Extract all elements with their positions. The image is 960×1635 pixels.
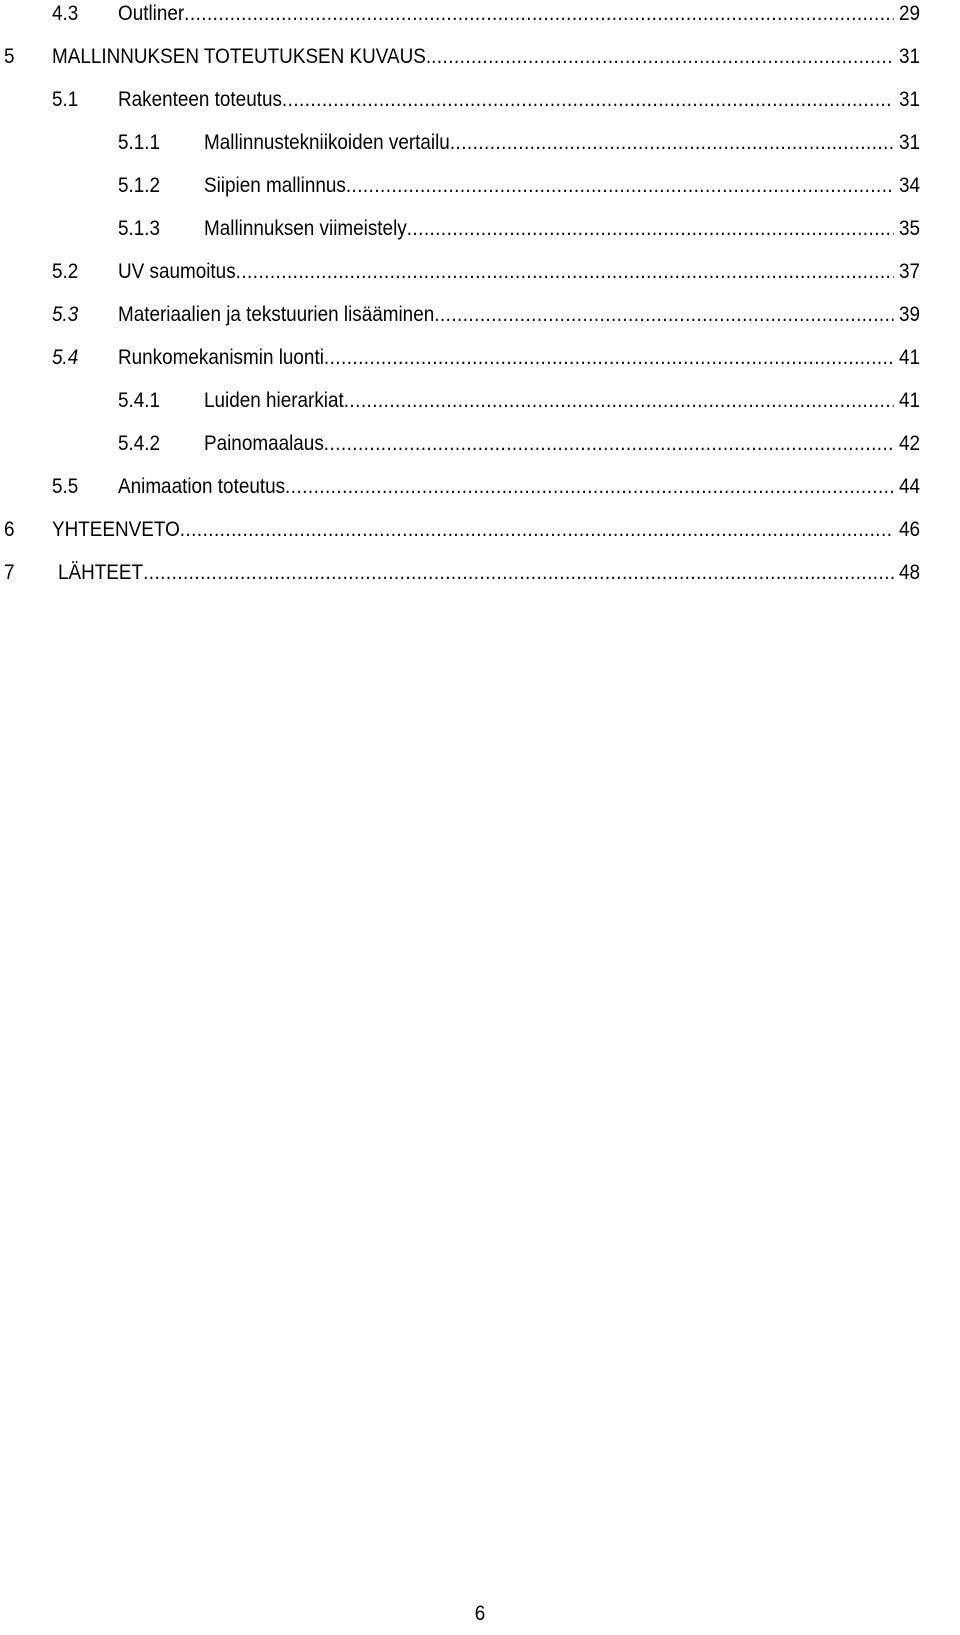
toc-entry[interactable] — [0, 346, 920, 380]
toc-entry[interactable] — [0, 45, 920, 79]
toc-entry[interactable] — [0, 2, 920, 36]
page-number: 6 — [474, 1602, 486, 1625]
toc-entry-number: 5.1.3 — [117, 217, 161, 240]
toc-entry[interactable] — [0, 475, 920, 509]
toc-entry-title: LÄHTEET — [57, 561, 144, 584]
toc-dot-leader — [324, 346, 894, 370]
toc-entry-title: Runkomekanismin luonti — [117, 346, 324, 369]
toc-entry-page: 34 — [894, 174, 920, 198]
toc-entry[interactable] — [0, 260, 920, 294]
toc-entry-title: MALLINNUKSEN TOTEUTUKSEN KUVAUS. — [51, 45, 432, 68]
toc-entry-page: 41 — [894, 346, 920, 370]
toc-entry[interactable] — [0, 389, 920, 423]
toc-entry[interactable] — [0, 174, 920, 208]
toc-dot-leader — [431, 45, 893, 69]
toc-entry[interactable] — [0, 131, 920, 165]
toc-dot-leader — [236, 260, 894, 284]
toc-entry-page: 48 — [894, 561, 920, 585]
toc-entry-page: 35 — [894, 217, 920, 241]
toc-entry[interactable] — [0, 518, 920, 552]
toc-entry-page: 31 — [894, 88, 920, 112]
toc-entry-number: 5.2 — [51, 260, 79, 283]
toc-entry-title: Animaation toteutus — [117, 475, 286, 498]
toc-dot-leader — [344, 389, 894, 413]
toc-entry-page: 37 — [894, 260, 920, 284]
toc-dot-leader — [407, 217, 894, 241]
toc-entry-page: 29 — [894, 2, 920, 26]
toc-entry-number: 4.3 — [51, 2, 79, 25]
toc-dot-leader — [180, 518, 894, 542]
toc-entry-page: 31 — [894, 131, 920, 155]
toc-entry-page: 41 — [894, 389, 920, 413]
toc-entry-title: Rakenteen toteutus — [117, 88, 282, 111]
toc-entry-title: UV saumoitus — [117, 260, 236, 283]
toc-entry-page: 44 — [894, 475, 920, 499]
toc-entry-title: Siipien mallinnus — [203, 174, 346, 197]
toc-dot-leader — [282, 88, 894, 112]
toc-entry[interactable] — [0, 432, 920, 466]
toc-entry-page: 46 — [894, 518, 920, 542]
toc-entry-title: YHTEENVETO — [51, 518, 180, 541]
toc-entry[interactable] — [0, 88, 920, 122]
toc-dot-leader — [143, 561, 893, 585]
toc-entry-page: 42 — [894, 432, 920, 456]
toc-dot-leader — [434, 303, 893, 327]
toc-entry-number: 5.3 — [51, 303, 79, 326]
toc-dot-leader — [285, 475, 894, 499]
toc-entry[interactable] — [0, 217, 920, 251]
toc-entry-number: 7 — [3, 561, 15, 584]
toc-entry-title: Mallinnustekniikoiden vertailu — [203, 131, 450, 154]
toc-entry[interactable] — [0, 561, 920, 595]
toc-entry-number: 5.5 — [51, 475, 79, 498]
toc-entry-number: 5 — [3, 45, 15, 68]
toc-entry-title: Mallinnuksen viimeistely — [203, 217, 407, 240]
toc-entry-title: Materiaalien ja tekstuurien lisääminen — [117, 303, 435, 326]
toc-dot-leader — [346, 174, 894, 198]
toc-entry-number: 5.4.2 — [117, 432, 161, 455]
toc-entry-page: 39 — [894, 303, 920, 327]
toc-entry-number: 5.4 — [51, 346, 79, 369]
toc-entry-title: Painomaalaus — [203, 432, 324, 455]
toc-entry-number: 5.1 — [51, 88, 79, 111]
toc-dot-leader — [324, 432, 894, 456]
toc-entry-page: 31 — [894, 45, 920, 69]
toc-entry-number: 6 — [3, 518, 15, 541]
toc-entry-title: Outliner — [117, 2, 185, 25]
toc-dot-leader — [184, 2, 893, 26]
toc-entry-number: 5.1.1 — [117, 131, 161, 154]
toc-entry-title: Luiden hierarkiat — [203, 389, 344, 412]
toc-entry-number: 5.4.1 — [117, 389, 161, 412]
toc-entry[interactable] — [0, 303, 920, 337]
toc-entry-number: 5.1.2 — [117, 174, 161, 197]
toc-dot-leader — [450, 131, 894, 155]
